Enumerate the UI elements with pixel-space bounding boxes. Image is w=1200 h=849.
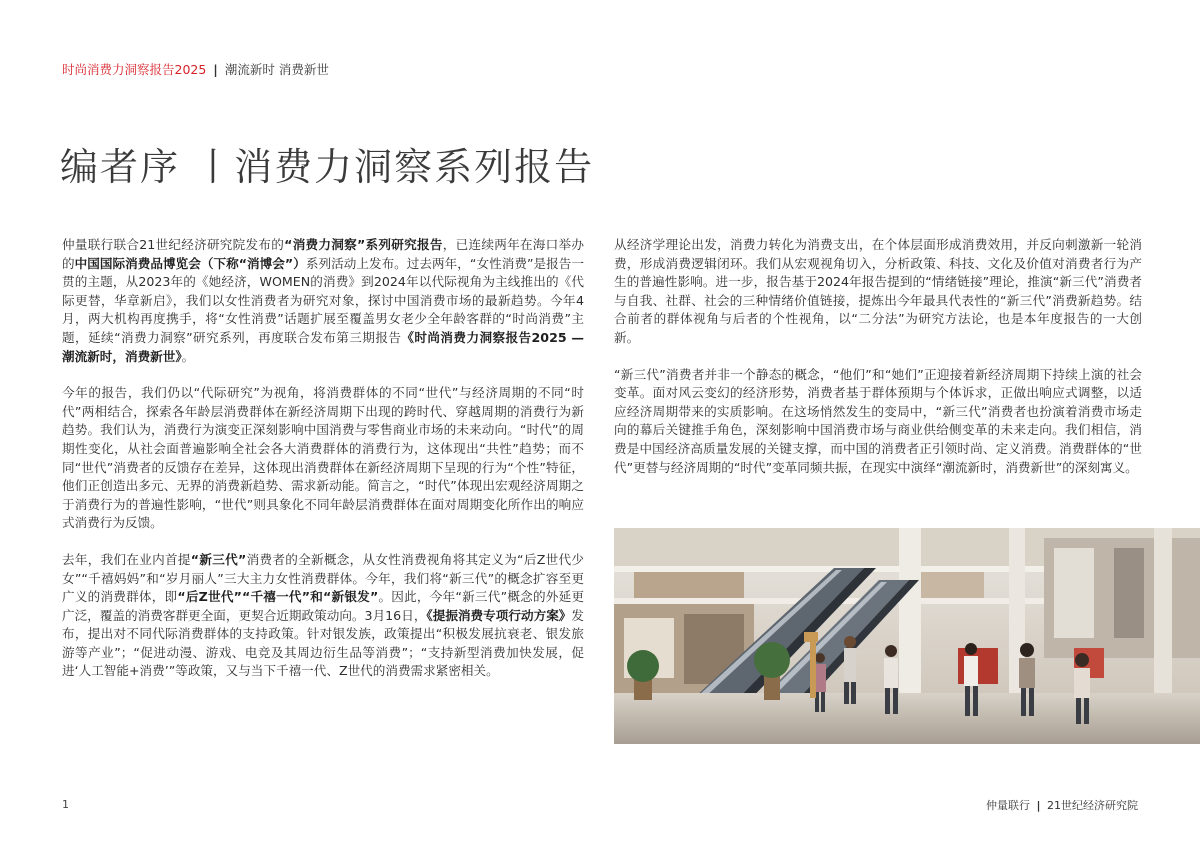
bold-text-run: “后Z世代”“千禧一代”和“新银发” [177, 589, 379, 605]
bold-text-run: 《时尚消费力洞察报告2025 — 潮流新时，消费新世》 [62, 329, 584, 364]
footer-brand [986, 797, 1138, 813]
shopping-mall-escalator-photo-icon [614, 528, 1200, 744]
report-tagline: 潮流新时 消费新世 [224, 62, 329, 77]
text-run: 系列活动上发布。过去两年，“女性消费”是报告一贯的主题，从2023年的《她经济，WOMEN的消费》到2024年以代际视角为主线推出的《代际更替，华章新启》，我们以女性消费者为研究对象，探讨中国消费市场的最新趋势。今年4月，两大机构再度携手，将“女性消费”话题扩展至覆盖男女老少全年龄客群的“时尚消费”主题，延续“消费力洞察”研究系列，再度联合发布第三期报告 [62, 255, 584, 345]
mall-escalator-photo [614, 528, 1200, 744]
paragraph-generational-view: 今年的报告，我们仍以“代际研究”为视角，将消费群体的不同“世代”与经济周期的不同“时代”两相结合，探索各年龄层消费群体在新经济周期下出现的跨时代、穿越周期的消费行为新趋势。我们认为，消费行为演变正深刻影响中国消费与零售商业市场的未来动向。“时代”的周期性变化，从社会面普遍影响全社会各大消费群体的消费行为，这体现出“共性”趋势；而不同“世代”消费者的反馈存在差异，这体现出消费群体在新经济周期下呈现的行为“个性”特征，他们正创造出多元、无界的消费新趋势、需求新动能。简言之，“时代”体现出宏观经济周期之于消费行为的普遍性影响，“世代”则具象化不同年龄层消费群体在面对周期变化所作出的响应式消费行为反馈。 [62, 385, 584, 531]
right-column [614, 236, 1142, 495]
page-title: 编者序 丨消费力洞察系列报告 [60, 145, 595, 189]
brand-21st-century-institute: 21世纪经济研究院 [1047, 799, 1138, 812]
text-run: 消费者的全新概念，从女性消费视角将其定义为“后Z世代少女”“千禧妈妈”和“岁月丽人”三大主力女性消费群体。今年，我们将“新三代”的概念扩容至更广义的消费群体，即 [62, 551, 584, 605]
text-run: 去年，我们在业内首提 [62, 551, 191, 567]
brand-jll: 仲量联行 [985, 799, 1030, 812]
bold-text-run: 《提振消费专项行动方案》 [426, 607, 572, 623]
paragraph-intro [62, 236, 584, 366]
text-run: 发布，提出对不同代际消费群体的支持政策。针对银发族，政策提出“积极发展抗衰老、银发旅游等产业”；“促进动漫、游戏、电竞及其周边衍生品等消费”；“支持新型消费加快发展，促进‘人工智能+消费’”等政策，又与当下千禧一代、Z世代的消费需求紧密相关。 [62, 607, 585, 679]
bold-text-run: 中国国际消费品博览会（下称“消博会”） [74, 255, 306, 271]
text-run: 。 [181, 348, 195, 364]
report-name: 时尚消费力洞察报告2025 [62, 62, 207, 77]
page-number: 1 [62, 798, 69, 811]
bold-text-run: “新三代” [190, 551, 247, 567]
paragraph-economic-theory: 从经济学理论出发，消费力转化为消费支出，在个体层面形成消费效用，并反向刺激新一轮消费，形成消费逻辑闭环。我们从宏观视角切入，分析政策、科技、文化及价值对消费者行为产生的普遍性影响。进一步，报告基于2024年报告提到的“情绪链接”理论，推演“新三代”消费者与自我、社群、社会的三种情绪价值链接，提炼出今年最具代表性的“新三代”消费新趋势。结合前者的群体视角与后者的个性视角，以“二分法”为研究方法论，也是本年度报告的一大创新。 [614, 237, 1142, 345]
text-run: 仲量联行联合21世纪经济研究院发布的 [62, 237, 285, 252]
paragraph-social-change: “新三代”消费者并非一个静态的概念，“他们”和“她们”正迎接着新经济周期下持续上演的社会变革。面对风云变幻的经济形势，消费者基于群体预期与个体诉求，正做出响应式调整，以适应经济周期带来的实质影响。在这场悄然发生的变局中，“新三代”消费者也扮演着消费市场走向的幕后关键推手角色，深刻影响中国消费市场与商业供给侧变革的未来走向。我们相信，消费是中国经济高质量发展的关键支撑，而中国的消费者正引领时尚、定义消费。消费群体的“世代”更替与经济周期的“时代”变革同频共振，在现实中演绎“潮流新时，消费新世”的深刻寓义。 [614, 366, 1142, 475]
bold-text-run: “消费力洞察”系列研究报告 [284, 237, 443, 252]
left-column [62, 236, 584, 699]
text-run: ，已连续两年在海口举办的 [62, 237, 584, 271]
header-separator: | [213, 62, 218, 77]
footer-separator: | [1036, 799, 1041, 812]
running-header [62, 62, 329, 78]
paragraph-new-three-generations [62, 551, 584, 681]
text-run: 。因此，今年“新三代”概念的外延更广泛，覆盖的消费客群更全面，更契合近期政策动向。3月16日， [62, 589, 584, 623]
